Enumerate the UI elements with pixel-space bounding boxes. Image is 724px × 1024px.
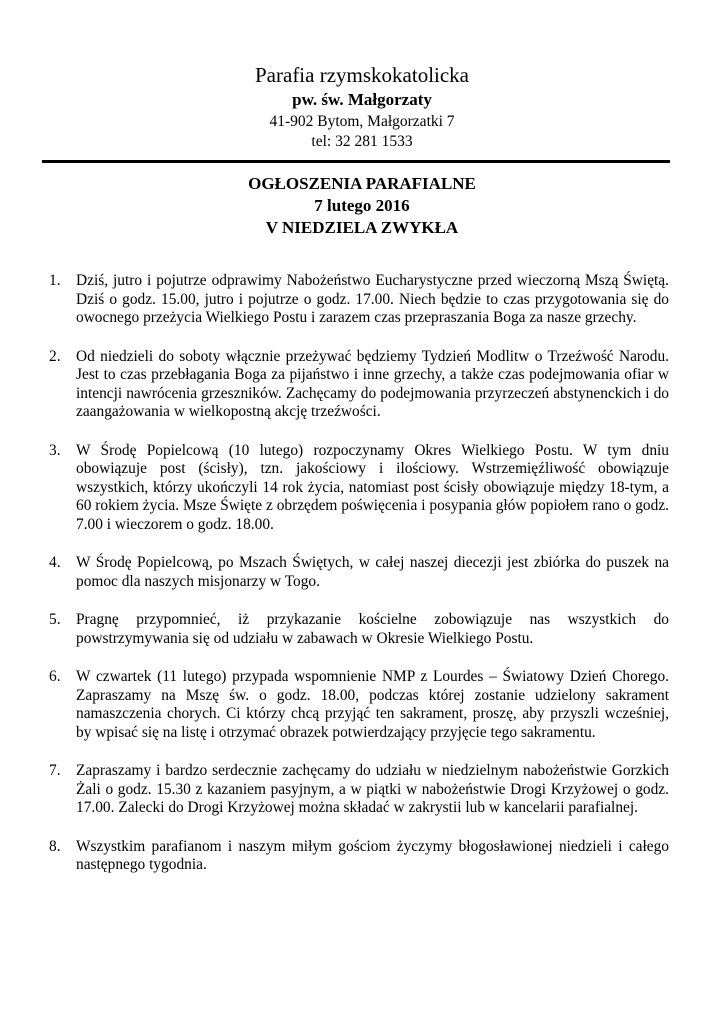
list-item <box>49 272 669 328</box>
announcement-list <box>49 272 669 875</box>
list-item <box>49 838 669 875</box>
list-item <box>49 442 669 535</box>
item-text: Zapraszamy i bardzo serdecznie zachęcamy do udziału w niedzielnym nabożeństwie Gorzkich Żali o godz. 15.30 z kazaniem pasyjnym, a w piątki w nabożeństwie Drogi Krzyżowej o godz. 17.00. Zalecki do Drogi Krzyżowej można składać w zakrystii lub w kancelarii parafialnej. <box>76 762 669 816</box>
parish-header <box>0 62 724 152</box>
item-text: W Środę Popielcową (10 lutego) rozpoczynamy Okres Wielkiego Postu. W tym dniu obowiązuje post (ścisły), tzn. jakościowy i ilościowy. Wstrzemięźliwość obowiązuje wszystkich, którzy ukończyli 14 rok życia, natomiast post ścisły obowiązuje między 18-tym, a 60 rokiem życia. Msze Święte z obrzędem poświęcenia i posypania głów popiołem rano o godz. 7.00 i wieczorem o godz. 18.00. <box>76 441 669 533</box>
item-number: 5. <box>49 611 61 628</box>
title-sunday: V NIEDZIELA ZWYKŁA <box>265 218 459 237</box>
item-number: 8. <box>49 837 61 855</box>
title-heading: OGŁOSZENIA PARAFIALNE <box>248 174 476 193</box>
list-item <box>49 348 669 422</box>
item-number: 1. <box>49 272 61 289</box>
item-text: W czwartek (11 lutego) przypada wspomnienie NMP z Lourdes – Światowy Dzień Chorego. Zapraszamy na Mszę św. o godz. 18.00, podczas której zostanie udzielony sakrament namaszczenia chorych. Ci którzy chcą przyjąć ten sakrament, proszę, aby przyszli wcześniej, by wpisać się na listę i otrzymać obrazek potwierdzający przyjęcie tego sakramentu. <box>76 668 669 741</box>
parish-address: 41-902 Bytom, Małgorzatki 7 <box>269 113 455 130</box>
item-text: Dziś, jutro i pojutrze odprawimy Nabożeństwo Eucharystyczne przed wieczorną Mszą Świętą. Dziś o godz. 15.00, jutro i pojutrze o godz. 17.00. Niech będzie to czas przygotowania się do owocnego przeżycia Wielkiego Postu i zarazem czas przepraszania Boga za nasze grzechy. <box>76 272 669 326</box>
title-date: 7 lutego 2016 <box>314 196 410 215</box>
parish-name: Parafia rzymskokatolicka <box>255 63 469 87</box>
item-number: 2. <box>49 347 61 365</box>
item-text: W Środę Popielcową, po Mszach Świętych, w całej naszej diecezji jest zbiórka do puszek na pomoc dla naszych misjonarzy w Togo. <box>76 554 669 590</box>
list-item <box>49 611 669 648</box>
header-divider <box>42 160 670 163</box>
item-number: 4. <box>49 554 61 571</box>
parish-patron: pw. św. Małgorzaty <box>292 90 432 109</box>
list-item <box>49 762 669 818</box>
announcement-title <box>0 173 724 239</box>
parish-phone: tel: 32 281 1533 <box>311 133 413 150</box>
item-text: Od niedzieli do soboty włącznie przeżywać będziemy Tydzień Modlitw o Trzeźwość Narodu. Jest to czas przebłagania Boga za pijaństwo i inne grzechy, a także czas podejmowania ofiar w intencji nawrócenia grzeszników. Zachęcamy do podejmowania przyrzeczeń abstynenckich i do zaangażowania w wielkopostną akcję trzeźwości. <box>76 347 669 420</box>
item-number: 3. <box>49 441 61 459</box>
item-number: 7. <box>49 762 61 779</box>
list-item <box>49 668 669 742</box>
item-number: 6. <box>49 668 61 685</box>
item-text: Wszystkim parafianom i naszym miłym gościom życzymy błogosławionej niedzieli i całego następnego tygodnia. <box>76 837 669 873</box>
list-item <box>49 554 669 591</box>
item-text: Pragnę przypomnieć, iż przykazanie kościelne zobowiązuje nas wszystkich do powstrzymywania się od udziału w zabawach w Okresie Wielkiego Postu. <box>76 611 669 647</box>
